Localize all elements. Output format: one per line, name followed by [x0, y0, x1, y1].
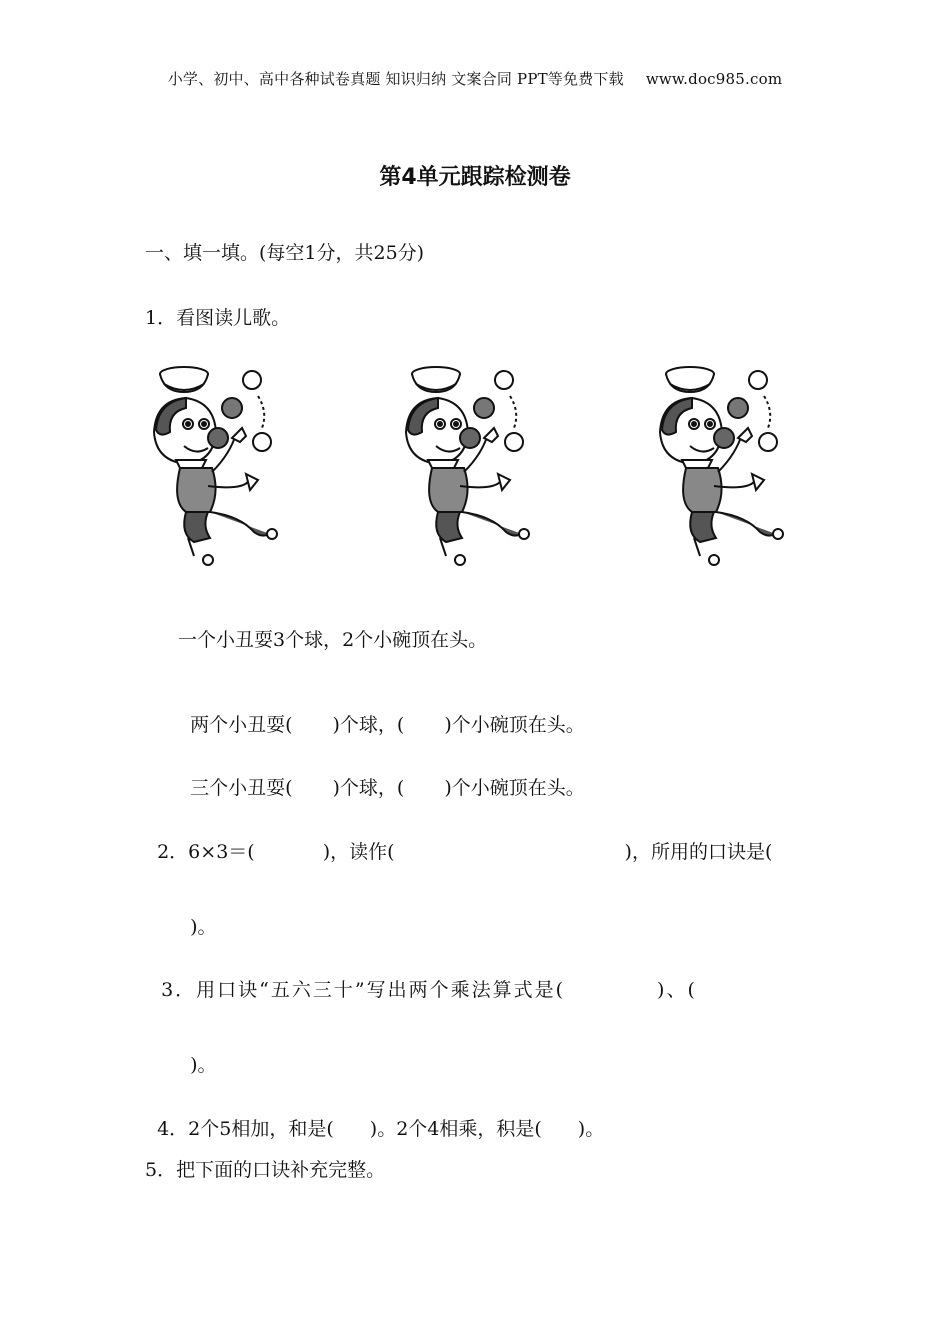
question-2-part-a: 2．6×3＝(	[157, 841, 255, 863]
rhyme-line-2-part-b: )个球，(	[332, 714, 405, 736]
rhyme-line-2-part-c: )个小碗顶在头。	[444, 714, 585, 736]
rhyme-line-3-part-c: )个小碗顶在头。	[444, 777, 585, 799]
question-3-part-a: 3．用口诀“五六三十”写出两个乘法算式是(	[161, 979, 566, 1001]
question-1-label: 1．看图读儿歌。	[145, 307, 291, 329]
question-2-part-b: )，读作(	[322, 841, 395, 863]
rhyme-line-3-part-b: )个球，(	[332, 777, 405, 799]
question-4	[145, 1092, 604, 1141]
juggling-clown-icon	[402, 362, 542, 572]
juggling-clown-icon	[150, 362, 290, 572]
question-3-part-b: )、(	[657, 979, 697, 1001]
question-2-tail	[178, 890, 217, 939]
rhyme-line-2-part-a: 两个小丑耍(	[190, 714, 293, 736]
question-2-part-d: )。	[190, 916, 217, 938]
question-2	[145, 815, 772, 864]
rhyme-line-1: 一个小丑耍3个球，2个小碗顶在头。	[178, 629, 488, 651]
question-5-label: 5．把下面的口诀补充完整。	[145, 1159, 386, 1181]
clown-illustrations	[150, 362, 790, 574]
rhyme-line-3-part-a: 三个小丑耍(	[190, 777, 293, 799]
rhyme-line-2	[178, 688, 585, 737]
question-3-part-c: )。	[190, 1054, 217, 1076]
header-text: 小学、初中、高中各种试卷真题 知识归纳 文案合同 PPT等免费下载	[167, 70, 624, 88]
question-2-part-c: )，所用的口诀是(	[624, 841, 773, 863]
page-header	[0, 68, 950, 89]
header-site: www.doc985.com	[645, 70, 783, 88]
juggling-clown-icon	[656, 362, 796, 572]
question-4-part-a: 4．2个5相加，和是(	[157, 1118, 334, 1140]
question-4-part-b: )。2个4相乘，积是(	[369, 1118, 542, 1140]
question-3	[145, 953, 697, 1002]
question-3-tail	[178, 1028, 217, 1077]
section-heading: 一、填一填。(每空1分，共25分)	[145, 242, 425, 264]
page-title: 第4单元跟踪检测卷	[379, 165, 571, 190]
question-4-part-c: )。	[577, 1118, 605, 1140]
rhyme-line-3	[178, 751, 585, 800]
